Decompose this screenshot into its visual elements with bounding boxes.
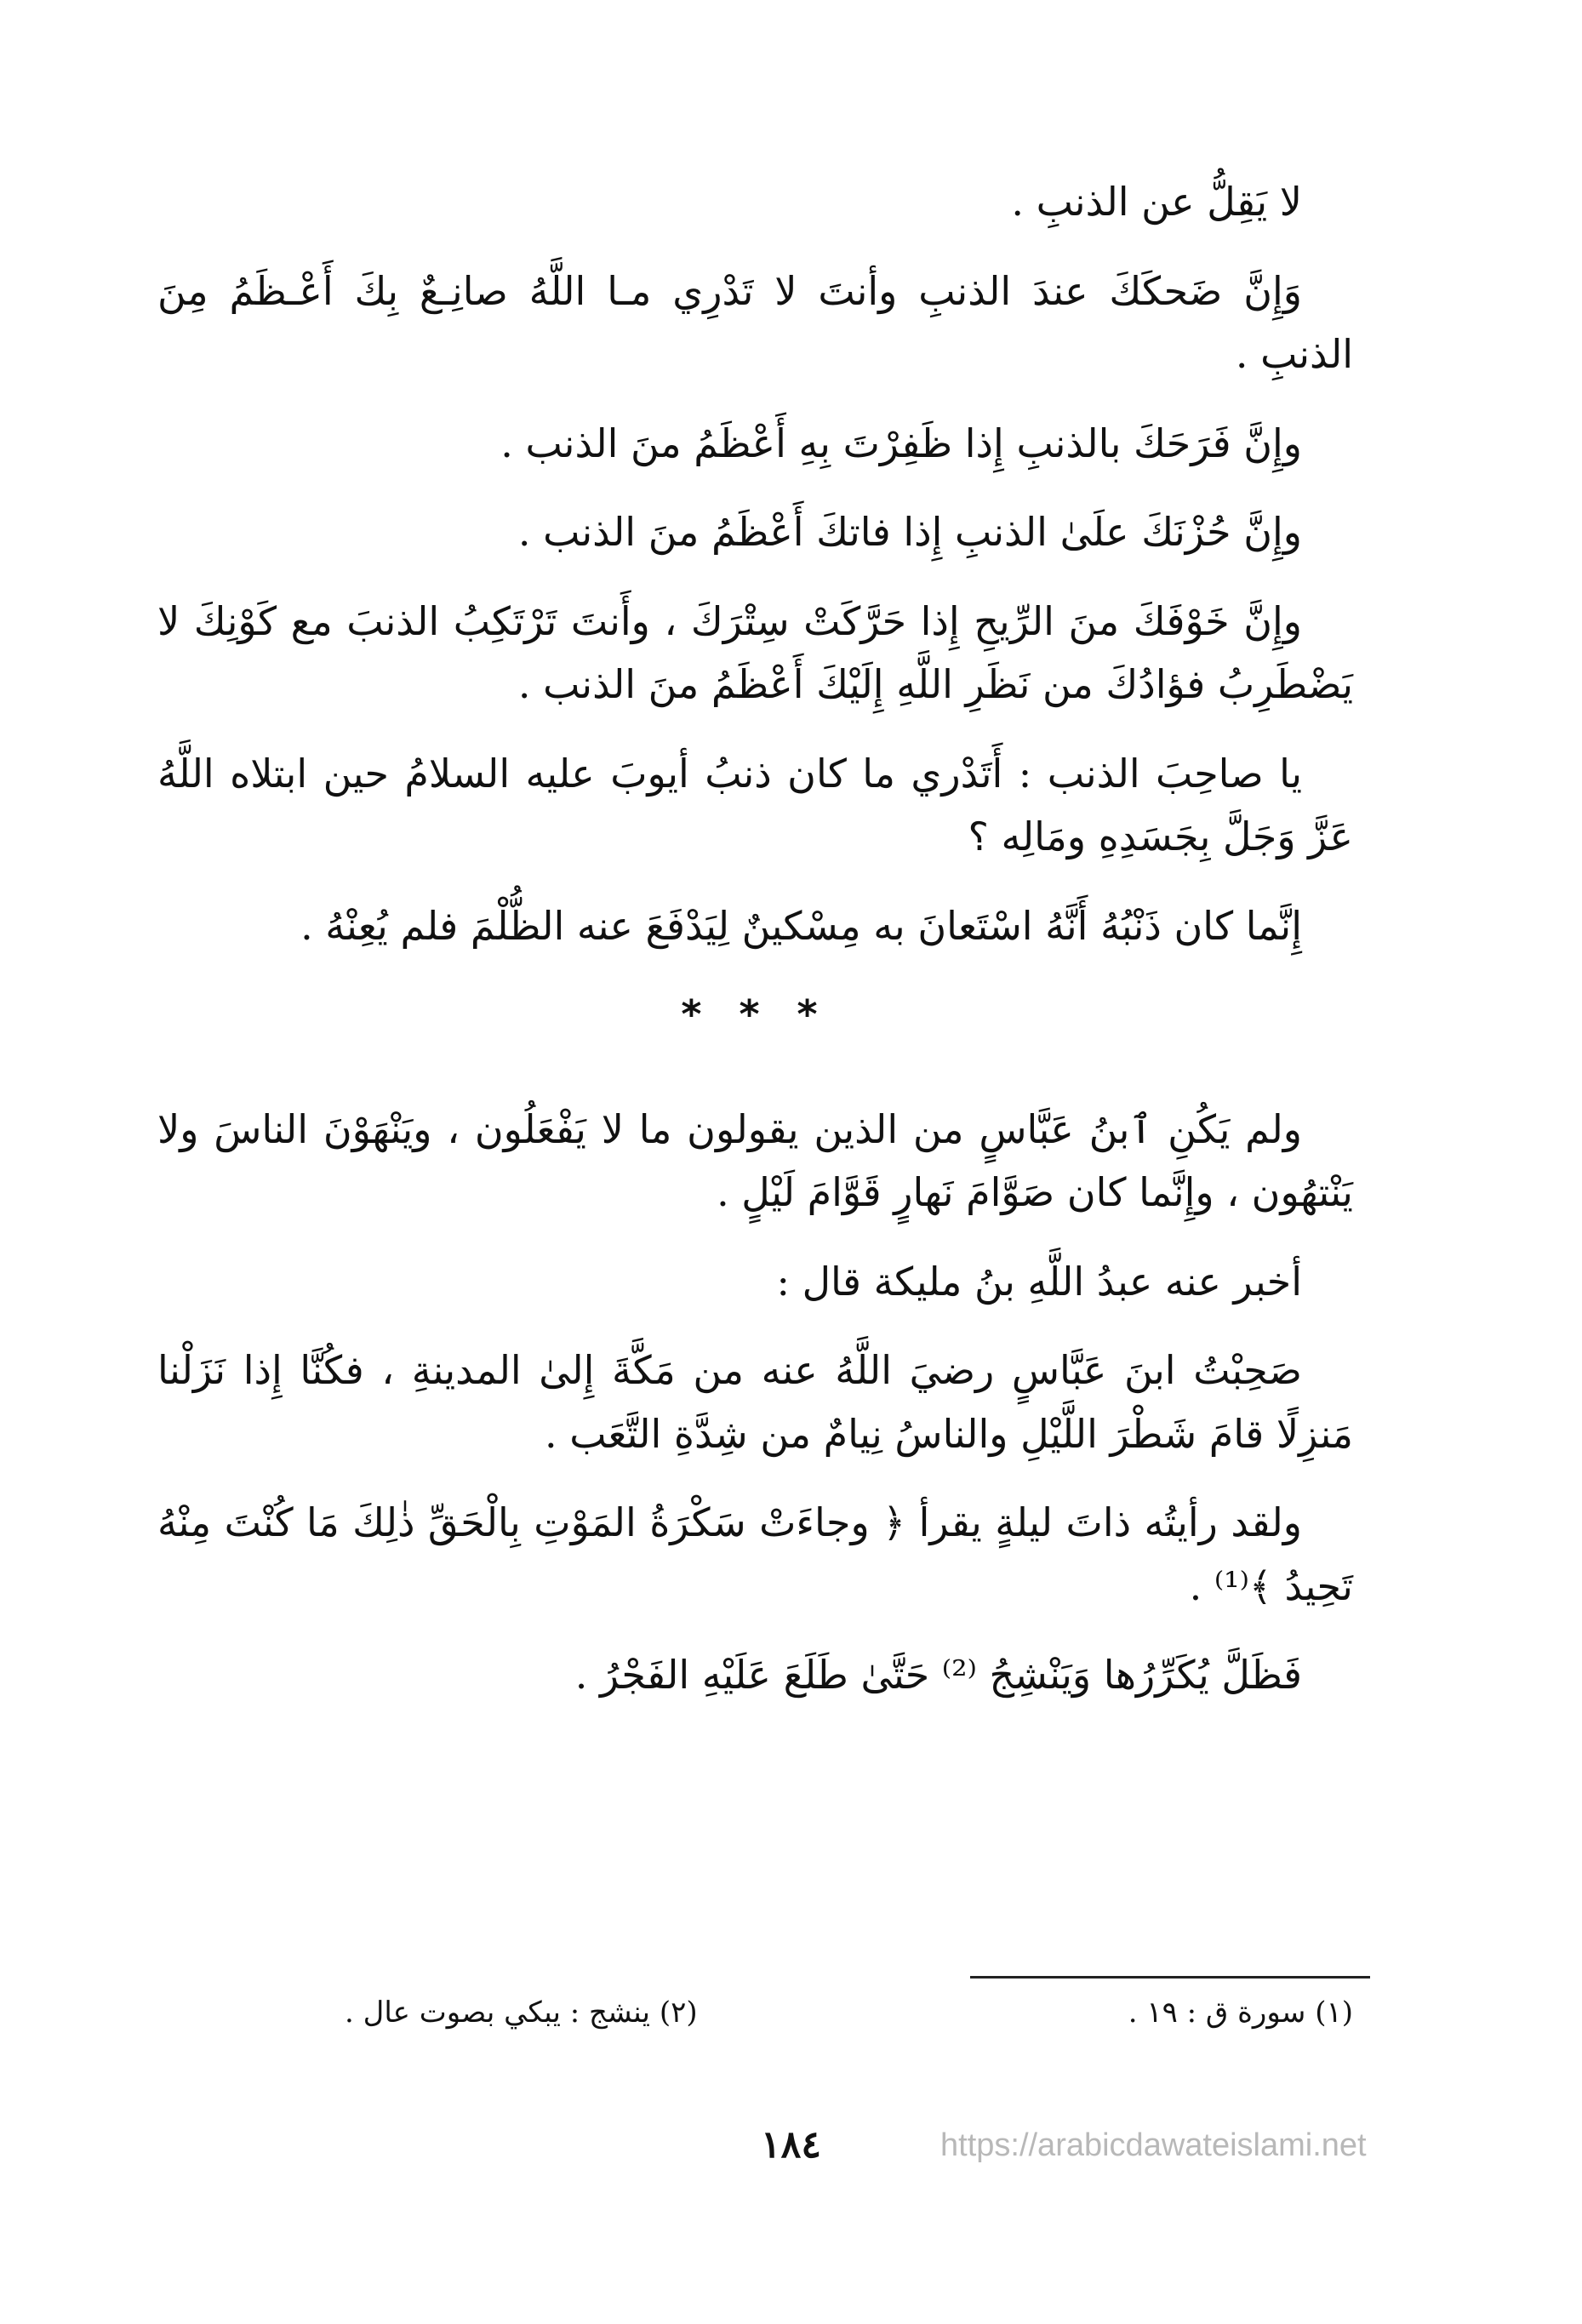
footnote-1: (١) سورة ق : ١٩ .: [1128, 1996, 1353, 2030]
paragraph-6: يا صاحِبَ الذنب : أَتَدْري ما كان ذنبُ أيوبَ عليه السلامُ حين ابتلاه اللَّهُ عَزَّ وَجَلَّ بِجَسَدِهِ ومَالِه ؟: [157, 750, 1353, 860]
paragraph-9: أخبر عنه عبدُ اللَّهِ بنُ مليكة قال :: [776, 1258, 1302, 1305]
page-number: ١٨٤: [761, 2123, 821, 2167]
paragraph-11: ولقد رأيتُه ذاتَ ليلةٍ يقرأ ﴿ وجاءَتْ سَكْرَةُ المَوْتِ بِالْحَقِّ ذٰلِكَ مَا كُنْتَ مِنْهُ تَحِيدُ ﴾⁽¹⁾ .: [157, 1499, 1353, 1609]
main-text: [157, 170, 1353, 1733]
paragraph-4: وإِنَّ حُزْنَكَ علَىٰ الذنبِ إِذا فاتكَ أَعْظَمُ منَ الذنب .: [517, 509, 1302, 556]
section-separator: * * *: [681, 991, 830, 1038]
watermark-url: https://arabicdawateislami.net: [940, 2127, 1367, 2163]
paragraph-8: ولم يَكُنِ ٱبنُ عَبَّاسٍ من الذين يقولون ما لا يَفْعَلُون ، ويَنْهَوْنَ الناسَ ولا يَنْتهُون ، وإِنَّما كان صَوَّامَ نَهارٍ قَوَّامَ لَيْلٍ .: [157, 1105, 1353, 1216]
paragraph-12: فَظَلَّ يُكَرِّرُها وَيَنْشِجُ ⁽²⁾ حَتَّىٰ طَلَعَ عَلَيْهِ الفَجْرُ .: [574, 1652, 1302, 1699]
footnote-2: (٢) ينشج : يبكي بصوت عال .: [345, 1996, 698, 2030]
paragraph-10: صَحِبْتُ ابنَ عَبَّاسٍ رضيَ اللَّهُ عنه من مَكَّةَ إِلىٰ المدينةِ ، فكُنَّا إِذا نَزَلْنا مَنزِلًا قامَ شَطْرَ اللَّيْلِ والناسُ نِيامٌ من شِدَّةِ التَّعَب .: [157, 1347, 1353, 1457]
paragraph-5: وإِنَّ خَوْفَكَ منَ الرِّيحِ إِذا حَرَّكَتْ سِتْرَكَ ، وأَنتَ تَرْتَكِبُ الذنبَ مع كَوْنِكَ لا يَضْطَرِبُ فؤادُكَ من نَظَرِ اللَّهِ إِلَيْكَ أَعْظَمُ منَ الذنب .: [157, 597, 1353, 708]
paragraph-3: وإِنَّ فَرَحَكَ بالذنبِ إِذا ظَفِرْتَ بِهِ أَعْظَمُ منَ الذنب .: [500, 420, 1302, 466]
footnotes: [157, 1996, 1353, 2030]
paragraph-2: وَإِنَّ ضَحكَكَ عندَ الذنبِ وأنتَ لا تَدْرِي مـا اللَّهُ صانِـعٌ بِكَ أَعْـظَمُ مِنَ الذنبِ .: [157, 267, 1353, 378]
footnote-divider: [970, 1976, 1370, 1979]
paragraph-7: إِنَّما كان ذَنْبُهُ أَنَّهُ اسْتَعانَ به مِسْكينٌ لِيَدْفَعَ عنه الظُّلْمَ فلم يُعِنْهُ .: [300, 902, 1302, 949]
paragraph-1: لا يَقِلُّ عن الذنبِ .: [1011, 179, 1302, 225]
